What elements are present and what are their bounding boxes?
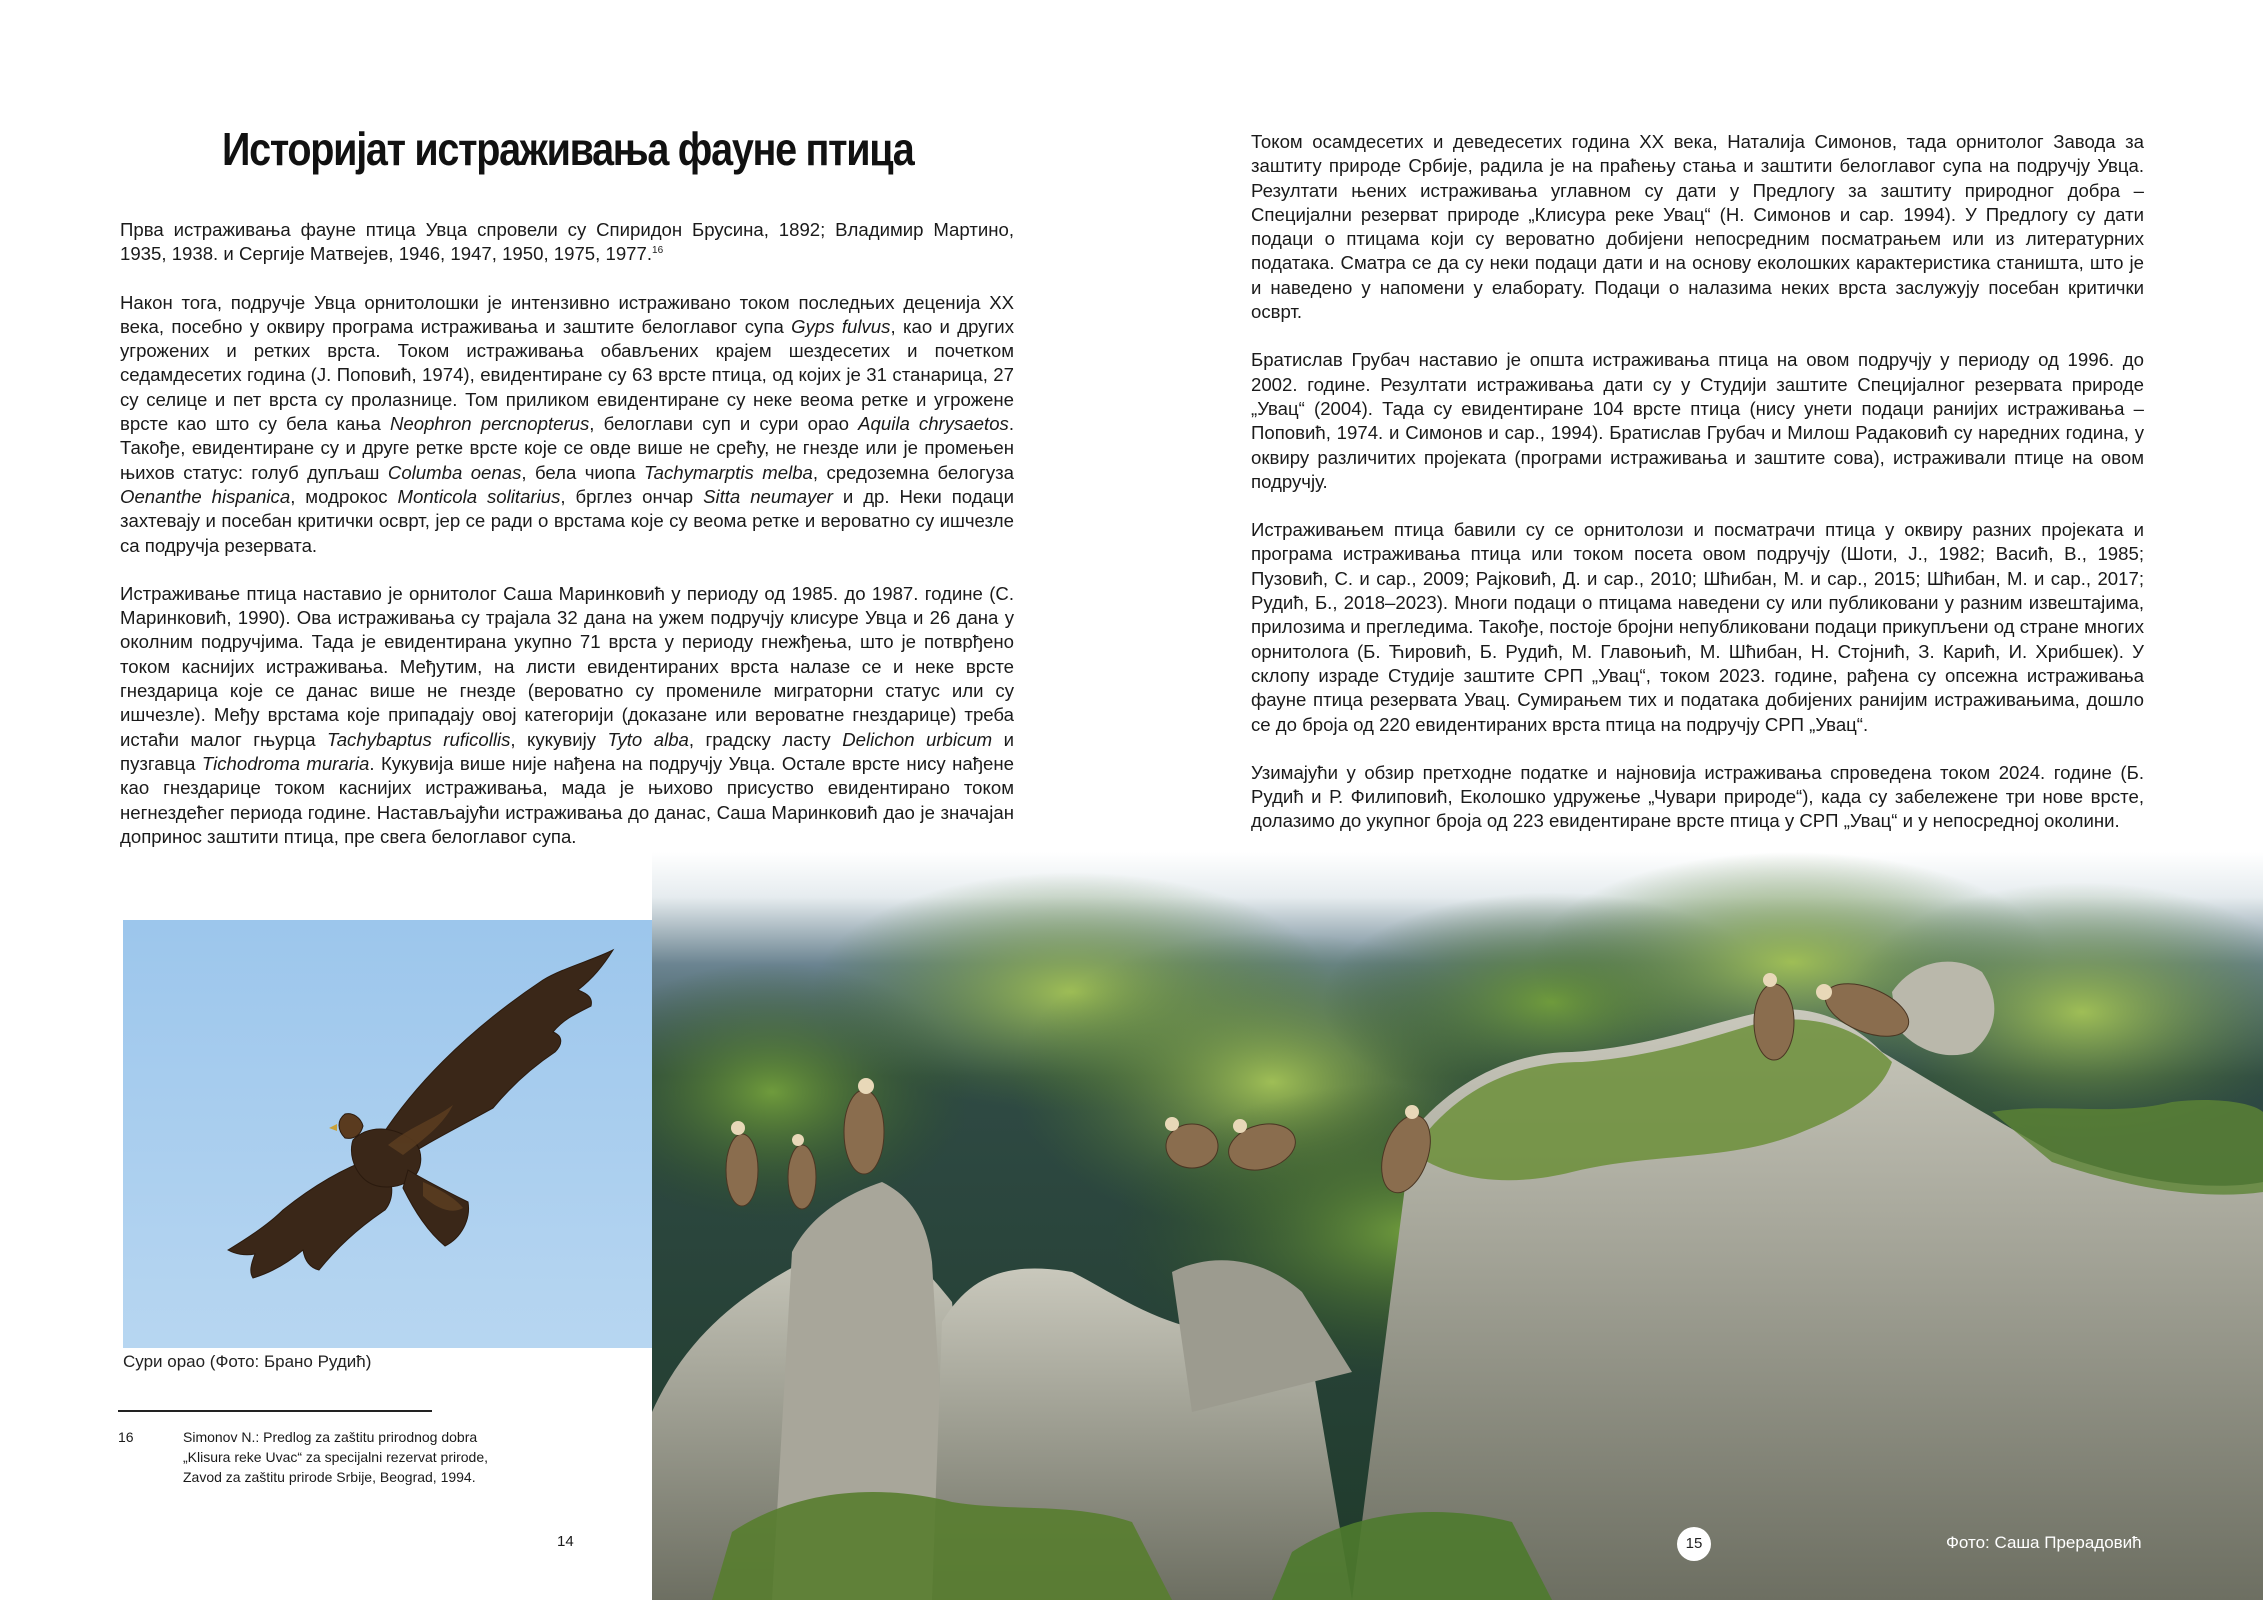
- footnote-divider: [118, 1410, 432, 1412]
- page-number-left: 14: [557, 1533, 574, 1550]
- footnote-text: Simonov N.: Predlog za zaštitu prirodnog dobra „Klisura reke Uvac“ za specijalni rezervat prirode, Zavod za zaštitu prirode Srbije, Beograd, 1994.: [183, 1429, 488, 1485]
- paragraph-grubac: Братислав Грубач наставио је општа истраживања птица на овом подручју у периоду од 1996. до 2002. године. Резултати истраживања дати су у Студији заштите Специјалног резервата природе „Увац“ (2004). Тада су евидентиране 104 врсте птица (нису унети подаци ранијих истраживања – Поповић, 1974. и Симонов и сар., 1994). Братислав Грубач и Милош Радаковић су наредних година, у оквиру различитих пројеката (програми истраживања и заштите сова), истраживали птице на овом подручју.: [1251, 349, 2144, 492]
- paragraph-simonov: Током осамдесетих и деведесетих година XX века, Наталија Симонов, тада орнитолог Завода за заштиту природе Србије, радила је на праћењу стања и заштити белоглавог супа на подручју Увца. Резултати њених истраживања углавном су дати у Предлогу за заштиту природног добра – Специјални резерват природе „Клисура реке Увац“ (Н. Симонов и сар. 1994). У Предлогу су дати подаци о птицама који су вероватно добијени непосредним посматрањем или из литературних података. Сматра се да су неки подаци дати и на основу еколошких карактеристика станишта, што је и наведено у напомени у елаборату. Подаци о налазима неких врста заслужују посебан критички осврт.: [1251, 131, 2144, 323]
- paragraph-ornithologists: Истраживањем птица бавили су се орнитолози и посматрачи птица у оквиру разних пројеката и програма истраживања птица или током посета овом подручју (Шоти, Ј., 1982; Васић, В., 1985; Пузовић, С. и сар., 2009; Рајковић, Д. и сар., 2010; Шћибан, М. и сар., 2015; Шћибан, М. и сар., 2017; Рудић, Б., 2018–2023). Многи подаци о птицама наведени су или публиковани у разним извештајима, прилозима и прегледима. Такође, постоје бројни непубликовани подаци прикупљени од стране многих орнитолога (Б. Ћировић, Б. Рудић, М. Главоњић, М. Шћибан, Н. Стојнић, З. Карић, И. Хрибшек). У склопу израде Студије заштите СРП „Увац“, током 2023. године, рађена су опсежна истраживања фауне птица резервата Увац. Сумирањем тих и података добијених ранијим истраживањима, дошло се до броја од 220 евидентираних врста птица на подручју СРП „Увац“.: [1251, 519, 2144, 735]
- paragraph-marinkovic: Истраживање птица наставио је орнитолог Саша Маринковић у периоду од 1985. до 1987. године (С. Маринковић, 1990). Ова истраживања су трајала 32 дана на ужем подручју клисуре Увца и 26 дана у околним подручјима. Тада је евидентирана укупно 71 врста у периоду гнежђења, што је потврђено током каснијих истраживања. Међутим, на листи евидентираних врста налазе се и неке врсте гнездарица које се данас више не гнезде (вероватно су промениле миграторни статус или су ишчезле). Међу врстама које припадају овој категорији (доказане или вероватне гнездарице) треба истаћи малог гњурца Tachybaptus ruficollis, кукувију Tyto alba, градску ласту Delichon urbicum и пузгавца Tichodroma muraria. Кукувија више није нађена на подручју Увца. Остале врсте нису нађене као гнездарице током каснијих истраживања, мада је њихово присуство евидентирано током негнездећег периода године. Настављајући истраживања до данас, Саша Маринковић дао је значајан допринос заштити птица, пре свега белоглавог супа.: [120, 582, 1015, 847]
- right-text-column: [1251, 130, 2144, 858]
- page-number-right: 15: [1677, 1527, 1711, 1561]
- golden-eagle-image: [123, 920, 695, 1348]
- right-page: [1131, 0, 2263, 1600]
- footnote-ref: 16: [652, 245, 664, 257]
- page-title: Историјат истраживања фауне птица: [222, 123, 914, 175]
- eagle-caption: Сури орао (Фото: Брано Рудић): [123, 1352, 372, 1371]
- left-text-column: [120, 218, 1014, 873]
- paragraph-popovic: Након тога, подручје Увца орнитолошки је интензивно истраживано током последњих деценија XX века, посебно у оквиру програма истраживања и заштите белоглавог супа Gyps fulvus, као и других угрожених и ретких врста. Током истраживања обављених крајем шездесетих и почетком седамдесетих година (Ј. Поповић, 1974), евидентиране су 63 врсте птица, од којих је 31 станарица, 27 су селице и пет врста су пролазнице. Том приликом евидентиране су неке веома ретке и угрожене врсте као што су бела кања Neophron percnopterus, белоглави суп и сури орао Aquila chrysaetos. Такође, евидентиране су и друге ретке врсте које се овде више не срећу, не гнезде или је промењен њихов статус: голуб дупљаш Columba oenas, бела чиопа Tachymarptis melba, средоземна белогуза Oenanthe hispanica, модрокос Monticola solitarius, брглез ончар Sitta neumayer и др. Неки подаци захтевају и посебан критички осврт, јер се ради о врстама које су веома ретке и вероватно су ишчезле са подручја резервата.: [120, 291, 1014, 556]
- photo-credit: Фото: Саша Прерадовић: [1946, 1533, 2142, 1552]
- paragraph-intro: Прва истраживања фауне птица Увца спровели су Спиридон Брусина, 1892; Владимир Мартино, 1935, 1938. и Сергије Матвејев, 1946, 1947, 1950, 1975, 1977.16: [120, 219, 1014, 265]
- footnote-number: 16: [118, 1429, 134, 1445]
- paragraph-total-species: Узимајући у обзир претходне податке и најновија истраживања спроведена током 2024. године (Б. Рудић и Р. Филиповић, Еколошко удружење „Чувари природе“), када су забележене три нове врсте, долазимо до укупног броја од 223 евидентиране врсте птица у СРП „Увац“ и у непосредној околини.: [1251, 761, 2144, 832]
- golden-eagle-photo: [123, 920, 695, 1348]
